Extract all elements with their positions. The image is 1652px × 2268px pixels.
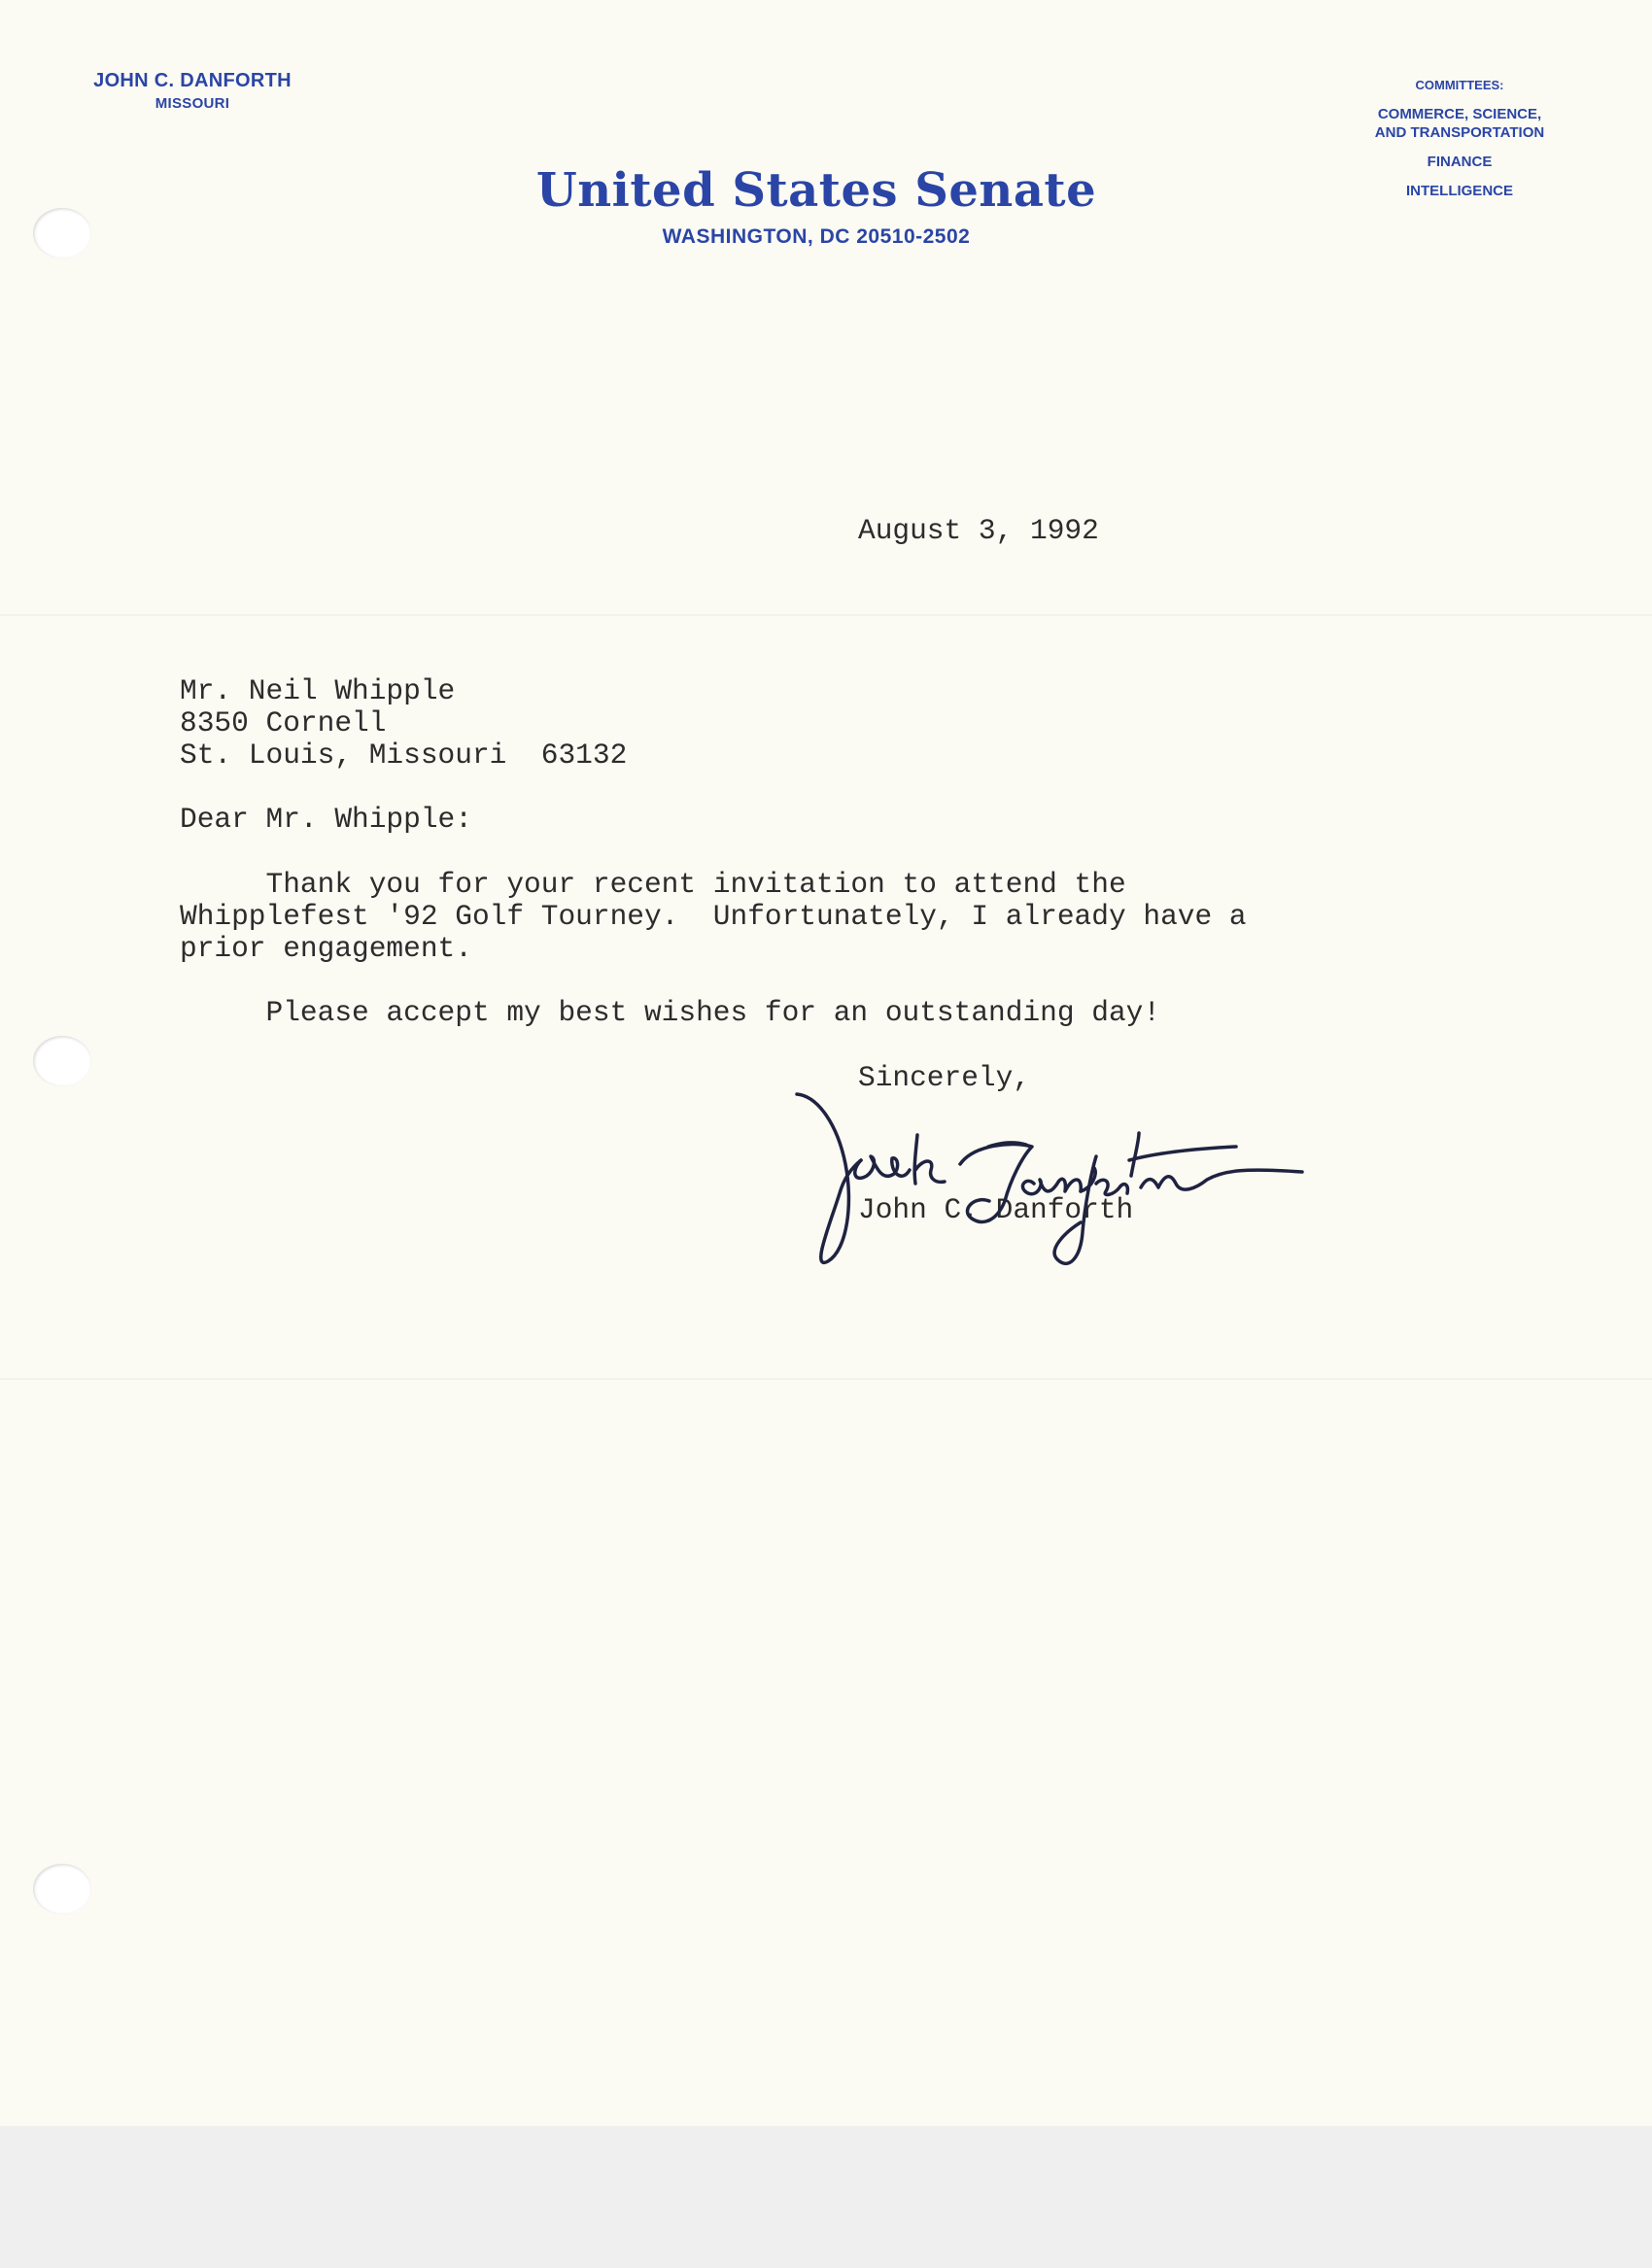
sender-block (76, 70, 309, 112)
committee-item: COMMERCE, SCIENCE, AND TRANSPORTATION (1374, 106, 1545, 141)
body-line: Please accept my best wishes for an outstanding day! (180, 996, 1161, 1029)
punch-hole (33, 1864, 91, 1914)
sender-name: JOHN C. DANFORTH (93, 70, 292, 91)
committees-block (1343, 76, 1576, 200)
body-line: prior engagement. (180, 932, 472, 965)
recipient-name: Mr. Neil Whipple (180, 674, 456, 707)
letter-date: August 3, 1992 (858, 514, 1099, 547)
recipient-city-line: St. Louis, Missouri 63132 (180, 739, 628, 772)
committee-item: FINANCE (1427, 154, 1493, 170)
recipient-street: 8350 Cornell (180, 706, 387, 739)
letterhead-title-block (525, 163, 1108, 249)
handwritten-signature (789, 1086, 1333, 1281)
institution-address: WASHINGTON, DC 20510-2502 (662, 225, 971, 248)
institution-title: United States Senate (535, 163, 1097, 218)
closing: Sincerely, (858, 1061, 1031, 1094)
sender-state: MISSOURI (155, 95, 230, 112)
punch-hole (33, 208, 91, 258)
committees-caption: COMMITTEES: (1415, 78, 1504, 92)
punch-hole (33, 1036, 91, 1086)
body-line: Thank you for your recent invitation to attend the (180, 868, 1126, 901)
signer-name: John C. Danforth (858, 1193, 1134, 1226)
fold-line (0, 1378, 1652, 1380)
fold-line (0, 614, 1652, 616)
body-line: Whipplefest '92 Golf Tourney. Unfortunately, I already have a (180, 900, 1247, 933)
committee-item: INTELLIGENCE (1405, 183, 1513, 199)
salutation: Dear Mr. Whipple: (180, 803, 472, 836)
